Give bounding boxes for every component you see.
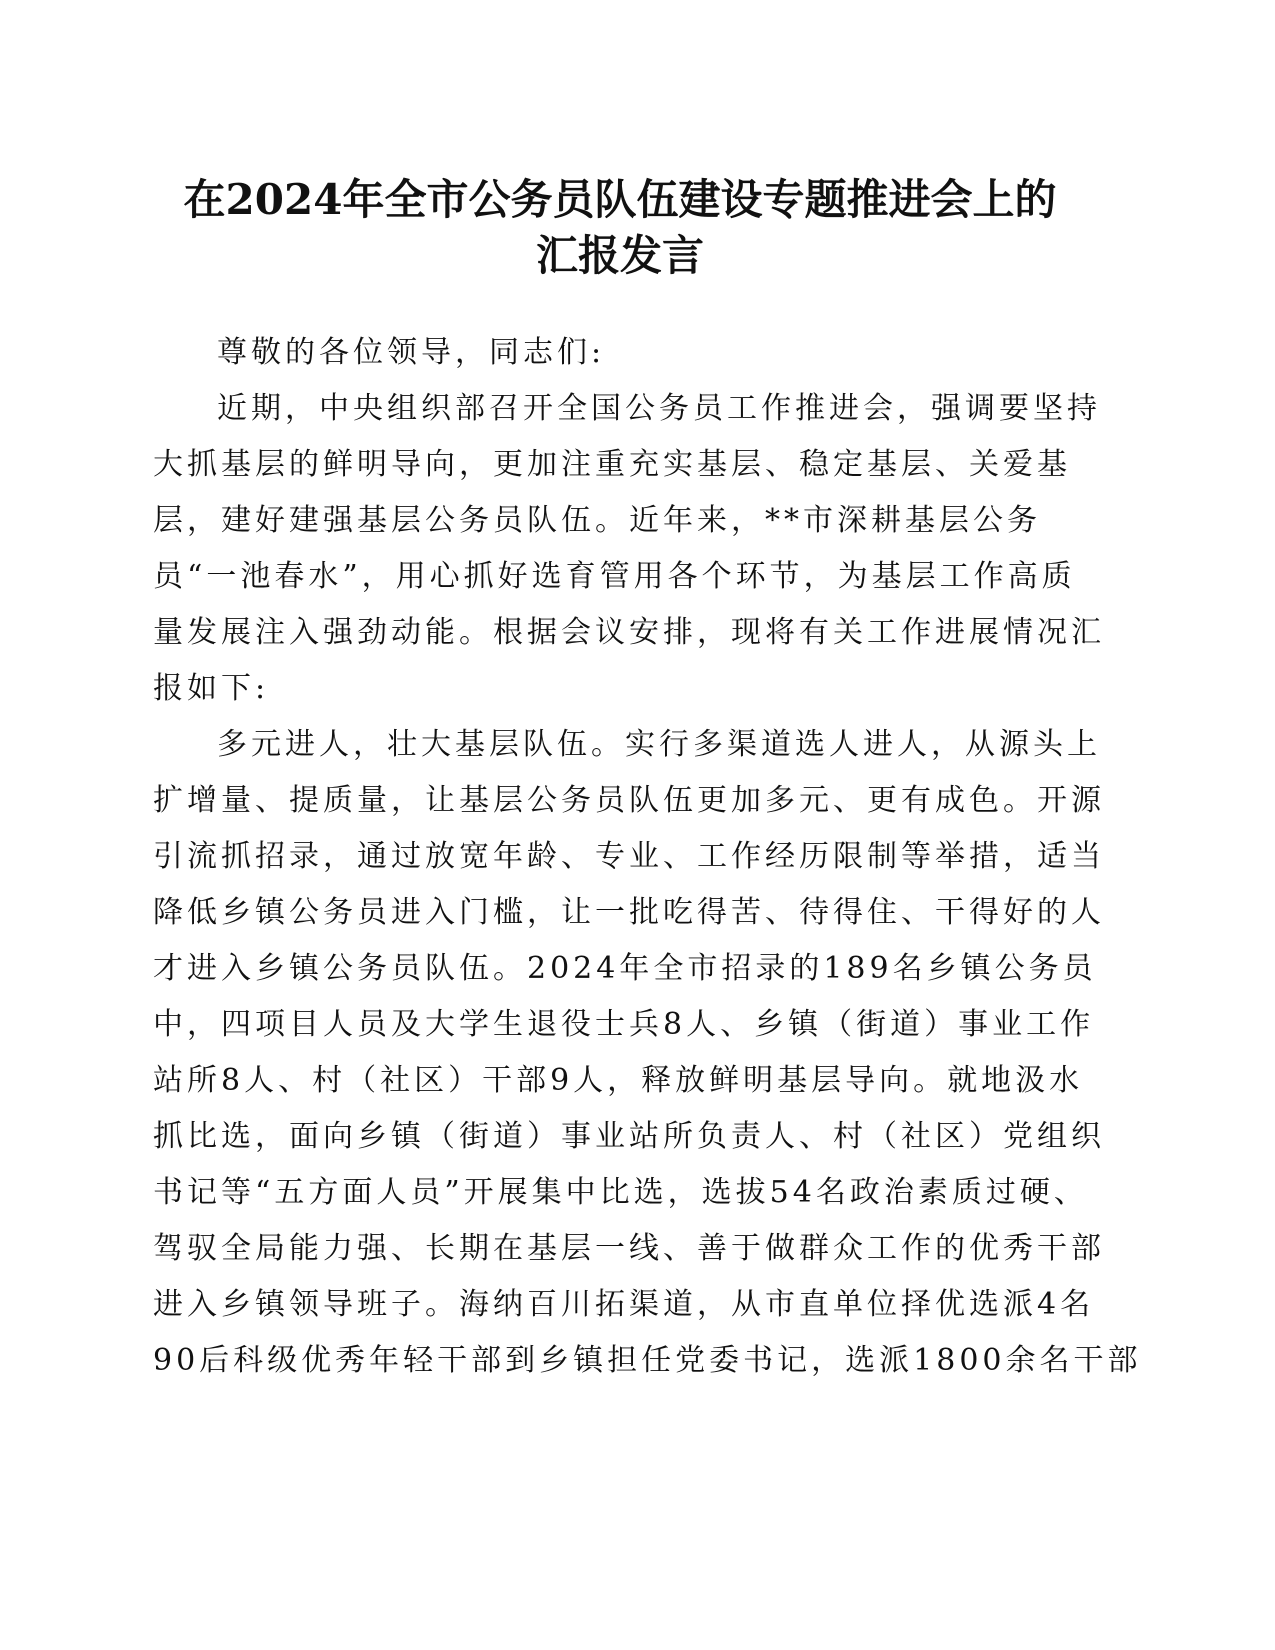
paragraph-line: 书记等“五方面人员”开展集中比选，选拔54名政治素质过硬、 bbox=[153, 1175, 1088, 1210]
paragraph-line: 员“一池春水”，用心抓好选育管用各个环节，为基层工作高质 bbox=[153, 559, 1076, 594]
salutation: 尊敬的各位领导，同志们: bbox=[217, 335, 606, 370]
paragraph-line: 站所8人、村（社区）干部9人，释放鲜明基层导向。就地汲水 bbox=[153, 1063, 1084, 1098]
paragraph-line: 大抓基层的鲜明导向，更加注重充实基层、稳定基层、关爱基 bbox=[153, 447, 1071, 482]
paragraph-line: 层，建好建强基层公务员队伍。近年来，**市深耕基层公务 bbox=[153, 503, 1041, 538]
paragraph-line: 中，四项目人员及大学生退役士兵8人、乡镇（街道）事业工作 bbox=[153, 1007, 1095, 1042]
paragraph-line: 才进入乡镇公务员队伍。2024年全市招录的189名乡镇公务员 bbox=[153, 951, 1097, 986]
paragraph-line: 多元进人，壮大基层队伍。实行多渠道选人进人，从源头上 bbox=[217, 727, 1101, 762]
document-body bbox=[153, 325, 1142, 1389]
paragraph-line: 驾驭全局能力强、长期在基层一线、善于做群众工作的优秀干部 bbox=[153, 1231, 1105, 1266]
paragraph-line: 进入乡镇领导班子。海纳百川拓渠道，从市直单位择优选派4名 bbox=[153, 1287, 1095, 1322]
title-line-1: 在2024年全市公务员队伍建设专题推进会上的 bbox=[183, 175, 1057, 224]
paragraph-line: 90后科级优秀年轻干部到乡镇担任党委书记，选派1800余名干部 bbox=[153, 1343, 1142, 1378]
paragraph-line: 量发展注入强劲动能。根据会议安排，现将有关工作进展情况汇 bbox=[153, 615, 1105, 650]
title-line-2: 汇报发言 bbox=[535, 231, 704, 280]
paragraph-line: 报如下: bbox=[153, 671, 270, 706]
paragraph-line: 抓比选，面向乡镇（街道）事业站所负责人、村（社区）党组织 bbox=[153, 1119, 1105, 1154]
document-title bbox=[150, 172, 1090, 284]
paragraph-line: 引流抓招录，通过放宽年龄、专业、工作经历限制等举措，适当 bbox=[153, 839, 1105, 874]
paragraph-line: 近期，中央组织部召开全国公务员工作推进会，强调要坚持 bbox=[217, 391, 1101, 426]
paragraph-line: 降低乡镇公务员进入门槛，让一批吃得苦、待得住、干得好的人 bbox=[153, 895, 1105, 930]
paragraph-line: 扩增量、提质量，让基层公务员队伍更加多元、更有成色。开源 bbox=[153, 783, 1105, 818]
